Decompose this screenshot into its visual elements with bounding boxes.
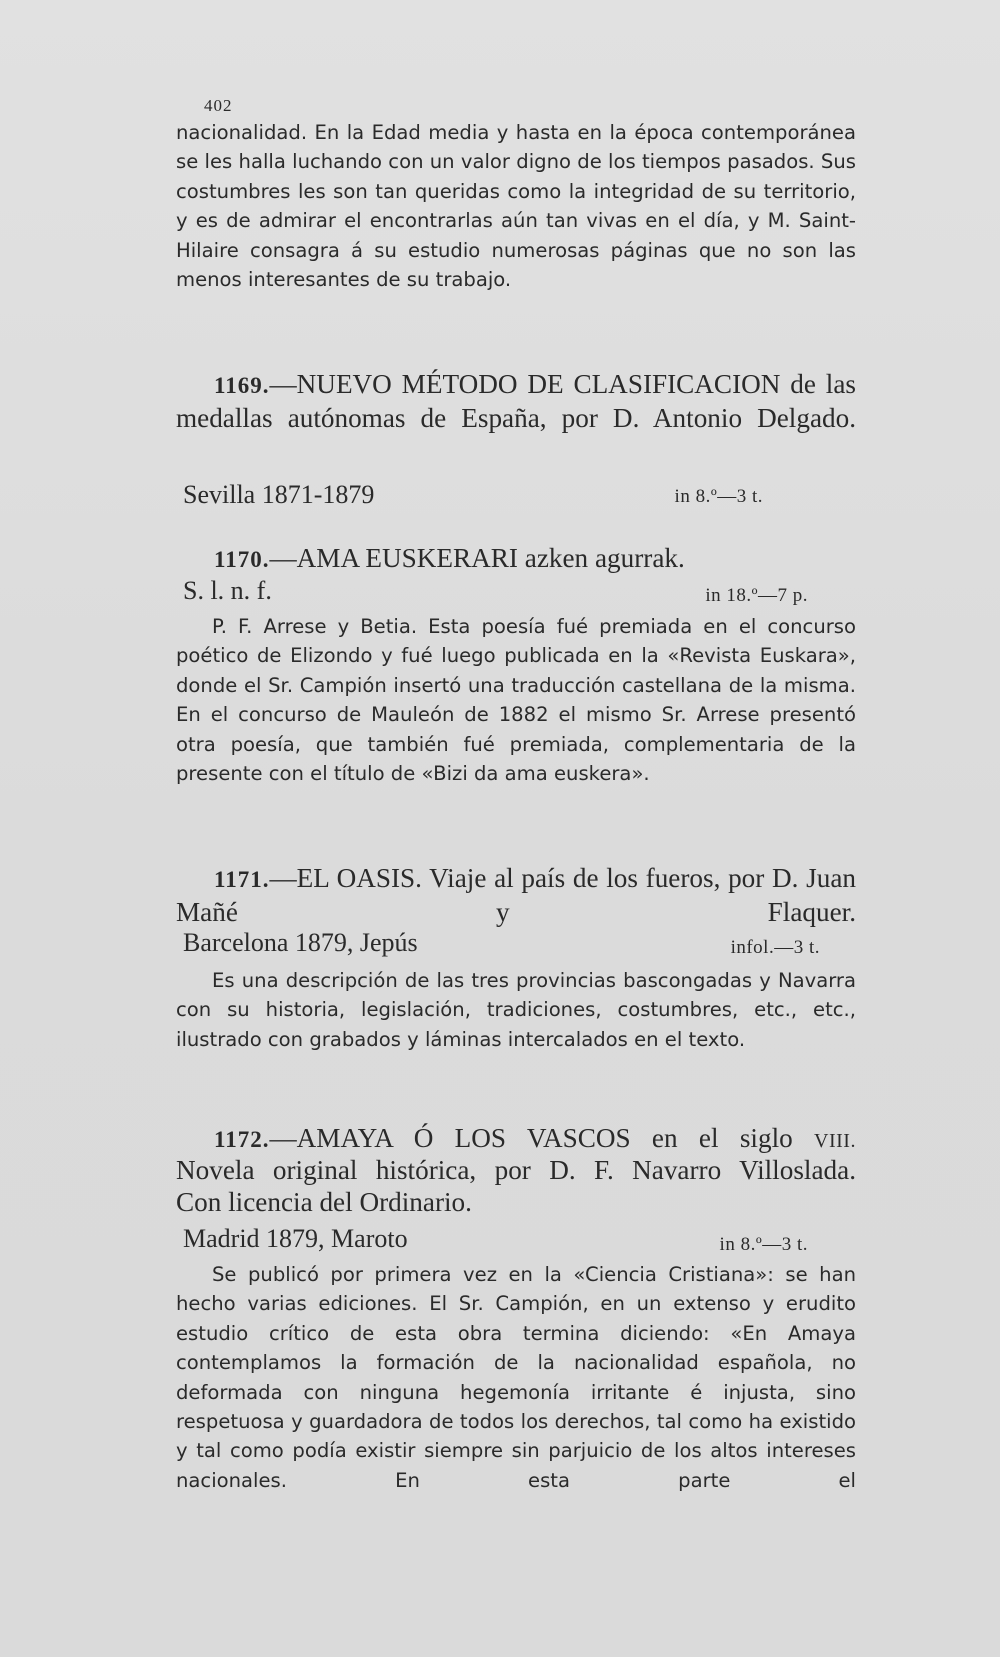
entry-format: in 8.º—3 t. (674, 486, 763, 507)
entry-title-rest: de las medallas autónomas de España, por D. Antonio Delgado. (176, 369, 856, 433)
entry-1172-heading-line2: Novela original histórica, por D. F. Navarro Villoslada. (176, 1155, 856, 1185)
entry-number: 1171. (214, 867, 270, 892)
entry-1172-heading-line3: Con licencia del Ordinario. (176, 1187, 472, 1217)
entry-note: Es una descripción de las tres provincias bascongadas y Navarra con su historia, legislación, tradiciones, costumbres, etc., etc., ilustrado con grabados y láminas intercalados en el texto. (176, 969, 856, 1051)
entry-title-caps: NUEVO MÉTODO DE CLASIFICACION (296, 369, 781, 399)
entry-1171-imprint (183, 926, 823, 960)
entry-place: Madrid 1879, Maroto (183, 1224, 408, 1253)
entry-place: S. l. n. f. (183, 576, 272, 605)
entry-number: 1172. (214, 1127, 270, 1152)
entry-dash: — (269, 369, 297, 399)
entry-title-rest: en el siglo (630, 1123, 815, 1153)
entry-number: 1169. (214, 373, 270, 398)
entry-format: in 18.º—7 p. (705, 585, 808, 606)
entry-note: P. F. Arrese y Betia. Esta poesía fué premiada en el concurso poético de Elizondo y fué luego publicada en la «Revista Euskara», donde el Sr. Campión insertó una traducción castellana de la misma. En el concurso de Mauleón de 1882 el mismo Sr. Arrese presentó otra poesía, que también fué premiada, complementaria de la presente con el título de «Bizi da ama euskera». (176, 615, 856, 786)
entry-dash: — (269, 1123, 297, 1153)
entry-place: Sevilla 1871-1879 (183, 480, 375, 509)
entry-1169-heading (176, 368, 856, 434)
entry-1170-note (176, 612, 856, 788)
entry-title-caps: AMAYA Ó LOS VASCOS (296, 1123, 631, 1153)
entry-dash: — (269, 863, 297, 893)
entry-1171-heading (176, 862, 856, 928)
entry-dash: — (269, 543, 297, 573)
entry-title-rest: Viaje al país de los fueros, por D. Juan Mañé y Flaquer. (176, 863, 856, 927)
entry-format: infol.—3 t. (730, 937, 820, 958)
entry-title-caps: AMA EUSKERARI (296, 543, 518, 573)
entry-title-rest: azken agurrak. (517, 543, 685, 573)
entry-1172-note (176, 1260, 856, 1495)
page-number: 402 (204, 96, 233, 115)
entry-title-century: VIII. (814, 1130, 856, 1152)
entry-title-caps: EL OASIS. (296, 863, 422, 893)
entry-note: Se publicó por primera vez en la «Ciencia Cristiana»: se han hecho varias ediciones. El Sr. Campión, en un extenso y erudito estudio crítico de esta obra termina diciendo: «En Amaya contemplamos la formación de la nacionalidad española, no deformada con ninguna hegemonía irritante é injusta, sino respetuosa y guardadora de todos los derechos, tal como ha existido y tal como podía existir siempre sin parjuicio de los altos intereses nacionales. En esta parte el (176, 1263, 856, 1492)
entry-1172-imprint (183, 1222, 823, 1256)
entry-number: 1170. (214, 547, 270, 572)
entry-1171-note (176, 966, 856, 1054)
entry-1169-imprint (183, 478, 823, 512)
entry-format: in 8.º—3 t. (719, 1234, 808, 1255)
entry-1172-heading (176, 1122, 856, 1157)
intro-paragraph: nacionalidad. En la Edad media y hasta en la época contemporánea se les halla luchando con un valor digno de los tiempos pasados. Sus costumbres les son tan queridas como la integridad de su territorio, y es de admirar el encontrarlas aún tan vivas en el día, y M. Saint-Hilaire consagra á su estudio numerosas páginas que no son las menos interesantes de su trabajo. (176, 121, 856, 292)
entry-place: Barcelona 1879, Jepús (183, 928, 418, 957)
entry-1170-heading (176, 542, 856, 576)
entry-1170-imprint (183, 574, 823, 608)
